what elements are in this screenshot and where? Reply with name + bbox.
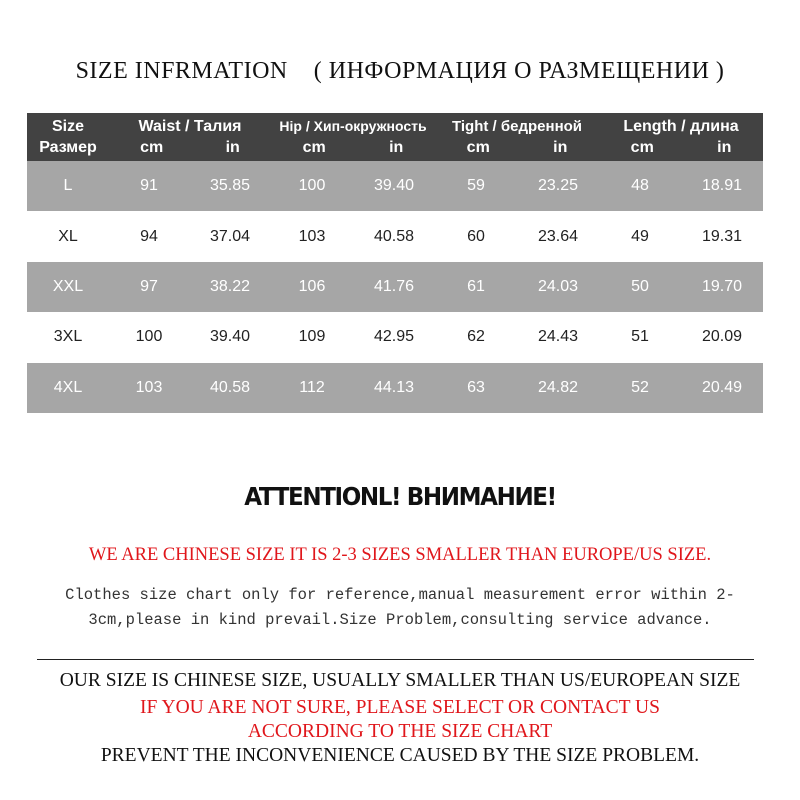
cell-hip-cm: 112	[299, 378, 325, 396]
cell-length-in: 19.31	[701, 227, 743, 245]
cell-hip-in: 44.13	[373, 378, 415, 396]
cell-waist-cm: 100	[135, 328, 163, 346]
cell-tight-in: 24.82	[537, 378, 579, 396]
chinese-size-warning: WE ARE CHINESE SIZE IT IS 2-3 SIZES SMALLER THAN EUROPE/US SIZE.	[88, 545, 712, 565]
cell-tight-cm: 60	[467, 227, 485, 245]
cell-waist-cm: 91	[140, 177, 158, 195]
table-row	[27, 211, 763, 261]
reference-note-line: 3cm,please in kind prevail.Size Problem,consulting service advance.	[88, 611, 712, 629]
cell-waist-cm: 103	[135, 378, 163, 396]
cell-tight-cm: 62	[467, 328, 485, 346]
cell-length-in: 20.09	[701, 328, 743, 346]
cell-tight-in: 24.03	[537, 277, 579, 295]
cell-hip-cm: 103	[298, 227, 326, 245]
cell-hip-cm: 100	[298, 177, 326, 195]
cell-size: 3XL	[53, 328, 83, 346]
bottom-notice-line: OUR SIZE IS CHINESE SIZE, USUALLY SMALLER THAN US/EUROPEAN SIZE	[59, 670, 741, 691]
table-row	[27, 161, 763, 211]
cell-waist-cm: 97	[140, 277, 158, 295]
cell-length-cm: 48	[631, 177, 649, 195]
cell-hip-in: 42.95	[373, 328, 415, 346]
cell-size: 4XL	[53, 378, 83, 396]
cell-length-cm: 52	[631, 378, 649, 396]
cell-length-in: 18.91	[701, 177, 743, 195]
attention-heading: ATTENTIONL! ВНИМАНИЕ!	[244, 482, 556, 511]
cell-tight-cm: 63	[467, 378, 485, 396]
cell-hip-cm: 109	[298, 328, 326, 346]
header-length: Length / длина cm in	[623, 118, 739, 156]
size-table	[27, 113, 763, 413]
reference-note-line: Clothes size chart only for reference,manual measurement error within 2-	[65, 586, 735, 604]
cell-size: L	[63, 177, 73, 195]
reference-note	[32, 583, 768, 633]
cell-tight-in: 23.64	[537, 227, 579, 245]
table-row	[27, 262, 763, 312]
cell-length-cm: 50	[631, 277, 649, 295]
page-title: SIZE INFRMATION ( ИНФОРМАЦИЯ О РАЗМЕЩЕНИИ )	[75, 58, 725, 84]
cell-tight-cm: 61	[467, 277, 485, 295]
table-row	[27, 312, 763, 362]
cell-waist-in: 38.22	[209, 277, 251, 295]
cell-size: XXL	[52, 277, 84, 295]
bottom-notice-line: PREVENT THE INCONVENIENCE CAUSED BY THE SIZE PROBLEM.	[100, 745, 700, 766]
cell-tight-cm: 59	[467, 177, 485, 195]
cell-size: XL	[58, 227, 78, 245]
cell-hip-in: 39.40	[373, 177, 415, 195]
header-waist: Waist / Талия cm in	[138, 118, 242, 156]
cell-waist-in: 40.58	[209, 378, 251, 396]
bottom-notice-line: ACCORDING TO THE SIZE CHART	[247, 721, 553, 742]
cell-length-in: 19.70	[701, 277, 743, 295]
cell-tight-in: 24.43	[537, 328, 579, 346]
cell-waist-in: 37.04	[209, 227, 251, 245]
cell-tight-in: 23.25	[537, 177, 579, 195]
header-tight: Tight / бедренной cm in	[452, 118, 583, 156]
header-size: Size Размер	[39, 118, 97, 156]
bottom-notice-line: IF YOU ARE NOT SURE, PLEASE SELECT OR CONTACT US	[140, 697, 660, 718]
cell-hip-in: 40.58	[373, 227, 415, 245]
cell-length-cm: 49	[631, 227, 649, 245]
cell-hip-cm: 106	[298, 277, 326, 295]
table-header-row	[27, 113, 763, 161]
table-row	[27, 363, 763, 413]
cell-length-cm: 51	[631, 328, 649, 346]
cell-hip-in: 41.76	[373, 277, 415, 295]
cell-waist-cm: 94	[140, 227, 158, 245]
cell-waist-in: 39.40	[209, 328, 251, 346]
divider	[37, 659, 754, 660]
header-hip: Hip / Хип-окружность cm in	[279, 118, 427, 156]
cell-waist-in: 35.85	[209, 177, 251, 195]
cell-length-in: 20.49	[701, 378, 743, 396]
